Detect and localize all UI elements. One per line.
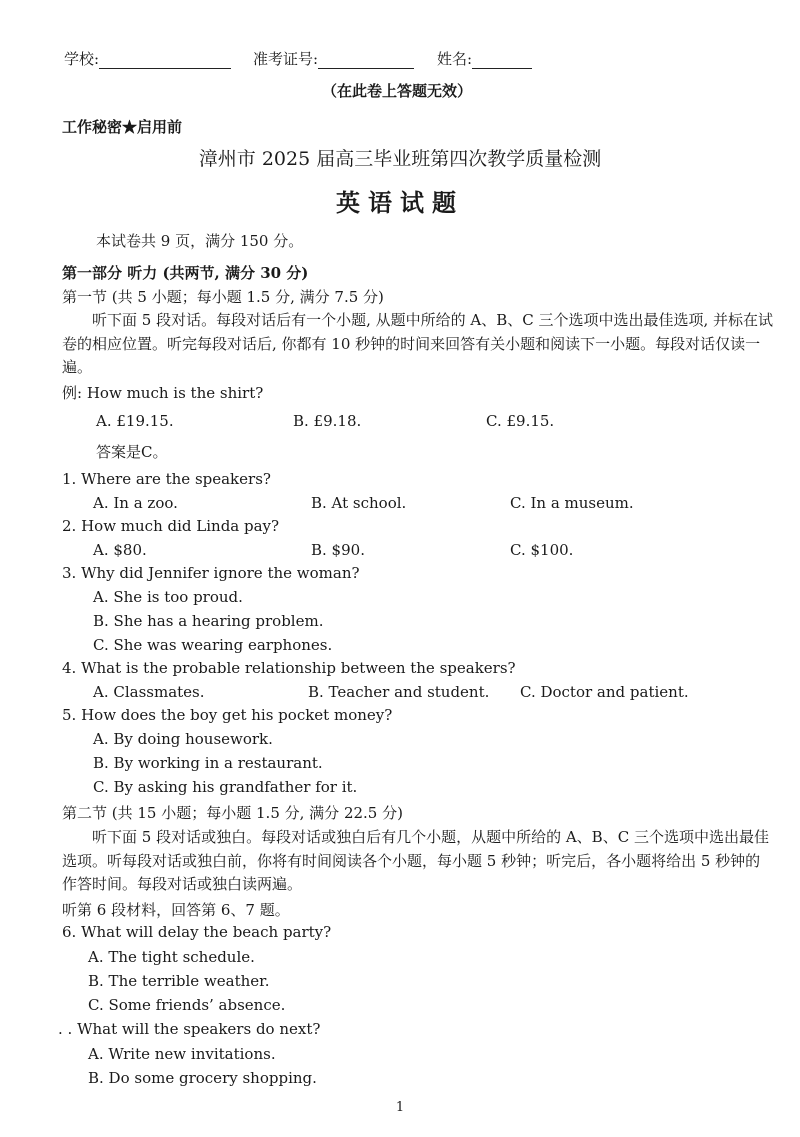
example-answer: 答案是C。: [96, 443, 168, 461]
q1-option-c[interactable]: C. In a museum.: [510, 494, 634, 512]
school-field: [64, 48, 231, 69]
question-2: 2. How much did Linda pay?: [62, 517, 280, 535]
example-option-c[interactable]: C. £9.15.: [486, 412, 555, 430]
q5-option-c[interactable]: C. By asking his grandfather for it.: [93, 778, 358, 796]
name-field: [437, 48, 532, 69]
exam-id-label: 准考证号:: [253, 50, 319, 68]
q3-option-a[interactable]: A. She is too proud.: [93, 588, 243, 606]
q4-option-c[interactable]: C. Doctor and patient.: [520, 683, 689, 701]
example-label: 例:: [62, 384, 83, 402]
q7-option-a[interactable]: A. Write new invitations.: [88, 1045, 276, 1063]
page-title: 漳州市 2025 届高三毕业班第四次教学质量检测: [198, 148, 602, 170]
question-5: 5. How does the boy get his pocket money?: [62, 706, 393, 724]
question-4: 4. What is the probable relationship between the speakers?: [62, 659, 516, 677]
invalid-note: （在此卷上答题无效）: [322, 82, 473, 100]
section1-instructions-text: 听下面 5 段对话。每段对话后有一个小题, 从题中所给的 A、B、C 三个选项中选出最佳选项, 并标在试卷的相应位置。听完每段对话后, 你都有 10 秒钟的时间来回答有关小题和阅读下一小题。每段对话仅读一遍。: [62, 311, 774, 376]
q2-option-a[interactable]: A. $80.: [93, 541, 147, 559]
section2-heading: 第二节 (共 15 小题；每小题 1.5 分, 满分 22.5 分): [62, 804, 403, 822]
example-option-a[interactable]: A. £19.15.: [96, 412, 174, 430]
secret-mark: 工作秘密★启用前: [62, 118, 183, 136]
name-label: 姓名:: [437, 50, 473, 68]
q4-option-b[interactable]: B. Teacher and student.: [308, 683, 490, 701]
subject-title: 英语试题: [336, 188, 464, 217]
school-label: 学校:: [64, 50, 100, 68]
question-7: . . What will the speakers do next?: [58, 1020, 321, 1038]
question-1: 1. Where are the speakers?: [62, 470, 271, 488]
q4-option-a[interactable]: A. Classmates.: [93, 683, 205, 701]
q6-option-a[interactable]: A. The tight schedule.: [88, 948, 255, 966]
section2-instructions-text: 听下面 5 段对话或独白。每段对话或独白后有几个小题，从题中所给的 A、B、C 三个选项中选出最佳选项。听每段对话或独白前，你将有时间阅读各个小题，每小题 5 秒钟；听完后，各小题将给出 5 秒钟的作答时间。每段对话或独白读两遍。: [62, 828, 769, 893]
q7-option-b[interactable]: B. Do some grocery shopping.: [88, 1069, 317, 1087]
example-option-b[interactable]: B. £9.18.: [293, 412, 362, 430]
material-6-note: 听第 6 段材料，回答第 6、7 题。: [62, 901, 290, 919]
question-6: 6. What will delay the beach party?: [62, 923, 332, 941]
q6-option-c[interactable]: C. Some friends’ absence.: [88, 996, 286, 1014]
page-number: 1: [395, 1100, 405, 1115]
q6-option-b[interactable]: B. The terrible weather.: [88, 972, 270, 990]
section1-heading: 第一节 (共 5 小题；每小题 1.5 分, 满分 7.5 分): [62, 288, 384, 306]
q2-option-c[interactable]: C. $100.: [510, 541, 574, 559]
q1-option-a[interactable]: A. In a zoo.: [93, 494, 178, 512]
q3-option-b[interactable]: B. She has a hearing problem.: [93, 612, 324, 630]
question-3: 3. Why did Jennifer ignore the woman?: [62, 564, 360, 582]
section1-instructions: [62, 309, 774, 380]
q2-option-b[interactable]: B. $90.: [311, 541, 365, 559]
q3-option-c[interactable]: C. She was wearing earphones.: [93, 636, 333, 654]
q5-option-a[interactable]: A. By doing housework.: [93, 730, 273, 748]
q5-option-b[interactable]: B. By working in a restaurant.: [93, 754, 323, 772]
section2-instructions: [62, 826, 774, 897]
example-question-text: How much is the shirt?: [86, 384, 264, 402]
example-question: [62, 382, 263, 403]
exam-id-field: [253, 48, 414, 69]
school-blank[interactable]: [99, 54, 231, 69]
part1-heading: 第一部分 听力 (共两节, 满分 30 分): [62, 264, 309, 282]
intro-text: 本试卷共 9 页，满分 150 分。: [96, 232, 304, 250]
exam-id-blank[interactable]: [318, 54, 414, 69]
q1-option-b[interactable]: B. At school.: [311, 494, 407, 512]
name-blank[interactable]: [472, 54, 532, 69]
